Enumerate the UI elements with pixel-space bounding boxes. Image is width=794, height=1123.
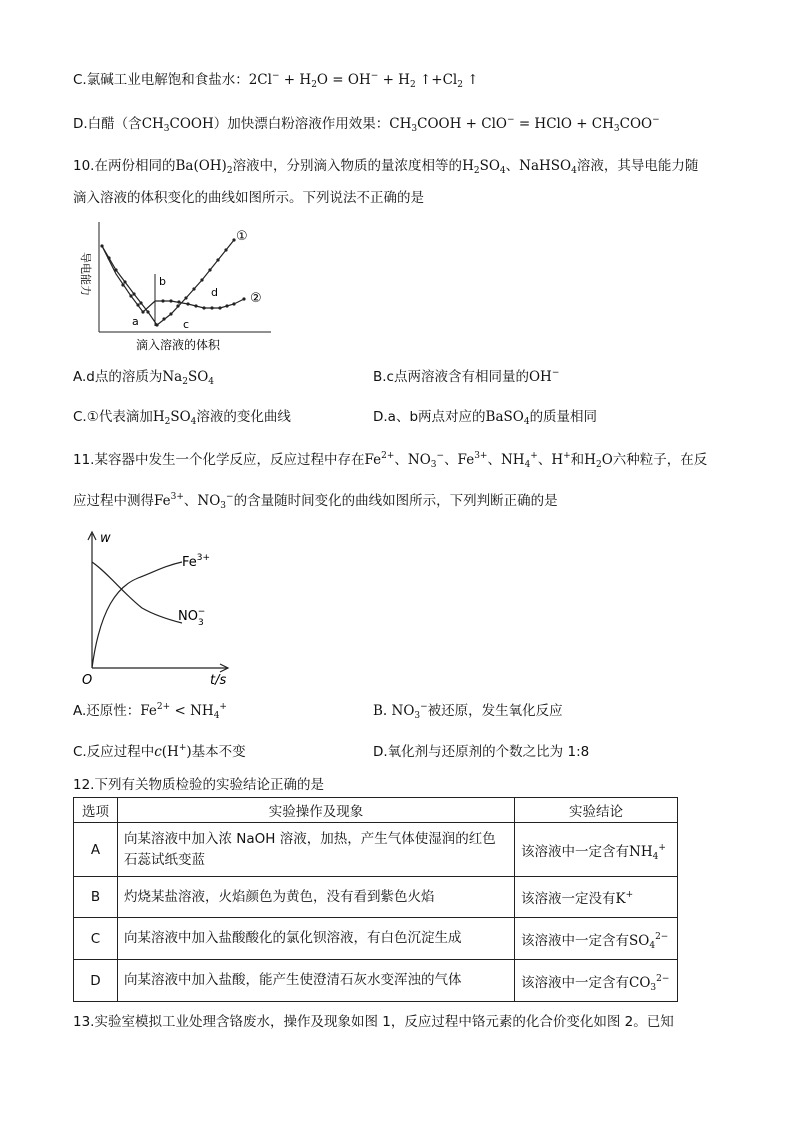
q10-chart-xlabel: 滴入溶液的体积	[136, 338, 221, 352]
q10-point-c: c	[183, 318, 190, 331]
q11-stem-line1: 11.某容器中发生一个化学反应，反应过程中存在$Fe^{2+}$、$NO_3^-$、$Fe^{3+}$、$NH_4^+$、H+和$H_2O$六种粒子，在反	[73, 451, 708, 470]
q10-option-c: C.①代表滴加$H_2SO_4$溶液的变化曲线	[73, 409, 291, 427]
q10-point-a: a	[132, 315, 139, 328]
table-row: D 向某溶液中加入盐酸，能产生使澄清石灰水变浑浊的气体 该溶液中一定含有$CO_3^{2-}$	[74, 960, 678, 1002]
q9-option-c: C.氯碱工业电解饱和食盐水：$2Cl^- + H_2O = OH^- + H_2$ $↑+Cl_2$ ↑	[73, 71, 479, 90]
q10-stem-line2: 滴入溶液的体积变化的曲线如图所示。下列说法不正确的是	[73, 190, 424, 206]
q11-ylabel: w	[100, 531, 111, 546]
q12-header-conclusion: 实验结论	[515, 798, 678, 823]
q10-option-a: A.d点的溶质为$Na_2SO_4$	[73, 369, 215, 387]
q10-curve1-label: ①	[236, 229, 248, 244]
table-row: C 向某溶液中加入盐酸酸化的氯化钡溶液，有白色沉淀生成 该溶液中一定含有$SO_4^{2-}$	[74, 918, 678, 960]
q10-option-d: D.a、b两点对应的BaSO$_4$的质量相同	[373, 409, 598, 427]
q12-header-option: 选项	[74, 798, 118, 823]
q12-table-header	[74, 798, 678, 823]
q11-option-b: B. $NO_3^-$被还原，发生氧化反应	[373, 702, 563, 721]
q11-option-a: A.还原性：$Fe^{2+} < NH_4^+$	[73, 702, 227, 721]
q11-stem-line2: 应过程中测得$Fe^{3+}$、$NO_3^-$的含量随时间变化的曲线如图所示，下列判断正确的是	[73, 492, 558, 511]
q11-no3-label: $NO_3-$	[178, 607, 206, 628]
table-row: B 灼烧某盐溶液，火焰颜色为黄色，没有看到紫色火焰 该溶液一定没有K+	[74, 877, 678, 918]
q10-chart-ylabel: 导电能力	[79, 252, 92, 296]
q10-stem-line1: 10.在两份相同的$Ba(OH)_2$溶液中，分别滴入物质的量浓度相等的$H_2SO_4$、NaHSO$_4$溶液，其导电能力随	[73, 158, 699, 176]
q11-fe3-curve	[92, 562, 182, 668]
q10-point-d: d	[211, 286, 218, 299]
q11-origin: O	[82, 673, 93, 688]
q11-option-d: D.氧化剂与还原剂的个数之比为 1:8	[373, 744, 590, 760]
q11-xlabel: t/s	[210, 673, 227, 688]
q10-curve2-label: ②	[250, 291, 262, 306]
q11-content-chart	[78, 528, 238, 688]
q11-option-c: C.反应过程中c(H+)基本不变	[73, 743, 246, 760]
table-row: A 向某溶液中加入浓 NaOH 溶液，加热，产生气体使湿润的红色石蕊试纸变蓝 该溶液中一定含有$NH_4^+$	[74, 823, 678, 877]
q10-option-b: B.c点两溶液含有相同量的OH−	[373, 368, 560, 385]
q13-stem: 13.实验室模拟工业处理含铬废水，操作及现象如图 1，反应过程中铬元素的化合价变化如图 2。已知	[73, 1014, 674, 1030]
q10-point-b: b	[159, 275, 166, 288]
q10-conductivity-chart	[76, 222, 276, 354]
q11-fe3-label: $Fe^{3+}$	[182, 553, 211, 570]
q12-title: 12.下列有关物质检验的实验结论正确的是	[73, 777, 324, 793]
q9-option-d: D.白醋（含$CH_3COOH$）加快漂白粉溶液作用效果：$CH_3COOH + ClO^-$ = HClO + $CH_3COO^-$	[73, 115, 660, 134]
q12-table	[73, 797, 678, 1002]
q12-header-operation: 实验操作及现象	[118, 798, 515, 823]
